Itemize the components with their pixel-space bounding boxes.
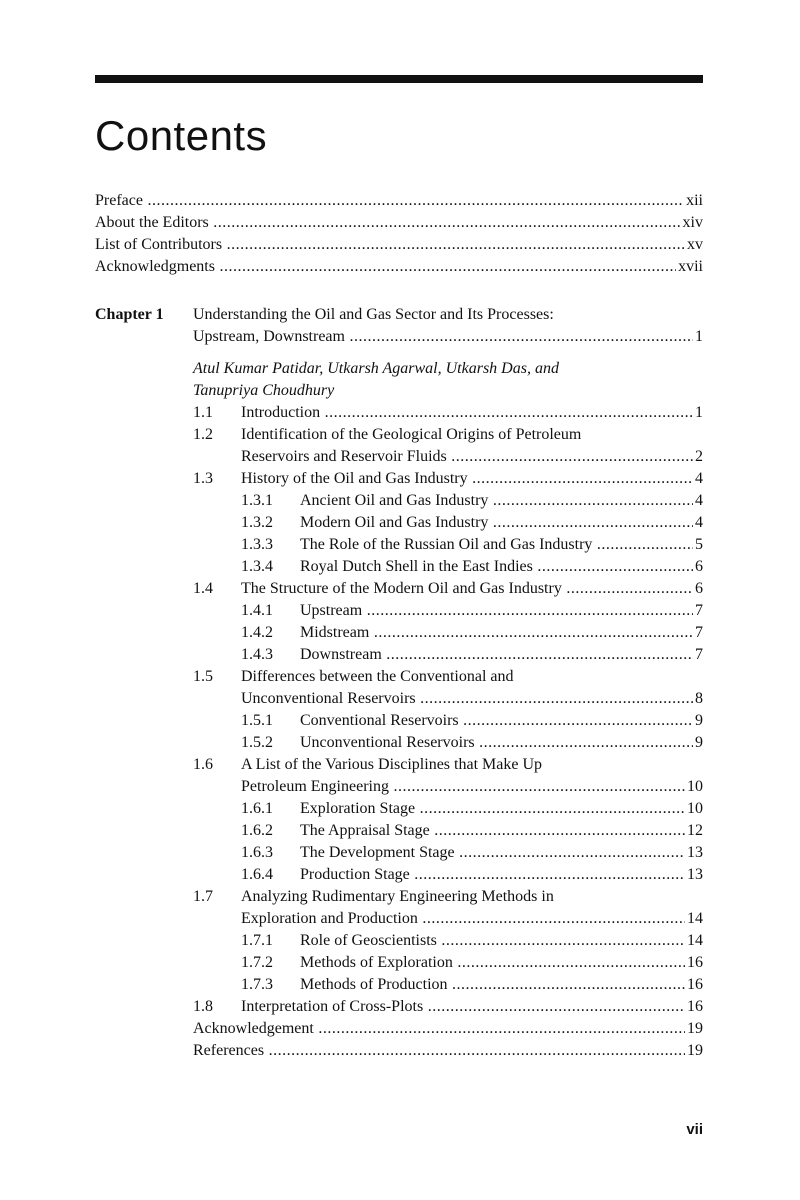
toc-entry-preface[interactable] (95, 190, 703, 212)
toc-entry-title: Petroleum Engineering ..... (241, 776, 685, 798)
toc-entry-title: 1.3.1 Ancient Oil and Gas Industry ..... (241, 490, 693, 512)
chapter-label: Chapter 1 (95, 306, 164, 323)
toc-entry-page: 14 (687, 910, 703, 927)
toc-entry-title: 1.4.1 Upstream ..... (241, 600, 693, 622)
toc-entry-page: 7 (695, 602, 703, 619)
toc-entry-title: Upstream, Downstream ..... (193, 326, 693, 348)
toc-section-1-1[interactable] (193, 402, 703, 424)
authors-line: Tanupriya Choudhury (193, 382, 335, 399)
toc-entry-page: 16 (687, 976, 703, 993)
toc-entry-page: 7 (695, 624, 703, 641)
toc-entry-title: 1.5.1 Conventional Reservoirs ..... (241, 710, 693, 732)
toc-entry-title: 1.6.1 Exploration Stage ..... (241, 798, 685, 820)
chapter-body (193, 304, 703, 1062)
toc-entry-title: 1.4 The Structure of the Modern Oil and Gas Industry ..... (193, 578, 693, 600)
page-title: Contents (95, 112, 268, 159)
toc-entry-page: 10 (687, 778, 703, 795)
toc-entry-title: 1.4.3 Downstream ..... (241, 644, 693, 666)
chapter-title-entry[interactable] (193, 326, 703, 348)
toc-entry-page: 8 (695, 690, 703, 707)
toc-entry-title: Reservoirs and Reservoir Fluids ..... (241, 446, 693, 468)
chapter-authors (193, 358, 703, 402)
toc-section-1-2-line: 1.2 Identification of the Geological Origins of Petroleum (193, 426, 582, 443)
toc-entry-page: 16 (687, 954, 703, 971)
toc-entry-page: 13 (687, 866, 703, 883)
toc-entry-page: xii (686, 192, 703, 209)
toc-entry-page: xv (687, 236, 703, 253)
toc-entry-title: 1.7.2 Methods of Exploration ..... (241, 952, 685, 974)
toc-entry-title: 1.8 Interpretation of Cross-Plots ..... (193, 996, 685, 1018)
toc-subsection-1-4-1[interactable] (193, 600, 703, 622)
toc-entry-title: Acknowledgement ..... (193, 1018, 685, 1040)
toc-entry-page: 2 (695, 448, 703, 465)
toc-section-1-6[interactable] (193, 776, 703, 798)
table-of-contents (95, 190, 703, 1062)
toc-entry-title: 1.6.2 The Appraisal Stage ..... (241, 820, 685, 842)
toc-section-1-8[interactable] (193, 996, 703, 1018)
toc-entry-title: 1.3.4 Royal Dutch Shell in the East Indies ..... (241, 556, 693, 578)
toc-entry-title: 1.4.2 Midstream ..... (241, 622, 693, 644)
toc-subsection-1-6-1[interactable] (193, 798, 703, 820)
toc-entry-title: 1.3 History of the Oil and Gas Industry ..... (193, 468, 693, 490)
toc-subsection-1-6-3[interactable] (193, 842, 703, 864)
toc-entry-page: 6 (695, 558, 703, 575)
toc-subsection-1-5-2[interactable] (193, 732, 703, 754)
toc-entry-about-editors[interactable] (95, 212, 703, 234)
toc-section-1-5-line: 1.5 Differences between the Conventional and (193, 668, 514, 685)
toc-entry-page: 1 (695, 328, 703, 345)
toc-entry-page: 6 (695, 580, 703, 597)
toc-entry-page: 12 (687, 822, 703, 839)
toc-section-1-2[interactable] (193, 446, 703, 468)
toc-entry-page: 4 (695, 492, 703, 509)
authors-line: Atul Kumar Patidar, Utkarsh Agarwal, Utkarsh Das, and (193, 360, 559, 377)
toc-entry-page: 1 (695, 404, 703, 421)
toc-section-1-4[interactable] (193, 578, 703, 600)
toc-entry-acknowledgments[interactable] (95, 256, 703, 278)
toc-entry-page: 19 (687, 1042, 703, 1059)
toc-entry-references[interactable] (193, 1040, 703, 1062)
toc-entry-acknowledgement[interactable] (193, 1018, 703, 1040)
toc-entry-page: 9 (695, 712, 703, 729)
toc-entry-title: About the Editors ..... (95, 212, 681, 234)
top-rule (95, 75, 703, 83)
toc-subsection-1-7-2[interactable] (193, 952, 703, 974)
toc-entry-page: 4 (695, 470, 703, 487)
toc-subsection-1-7-3[interactable] (193, 974, 703, 996)
toc-subsection-1-4-2[interactable] (193, 622, 703, 644)
toc-subsection-1-3-3[interactable] (193, 534, 703, 556)
toc-entry-title: 1.6.3 The Development Stage ..... (241, 842, 685, 864)
toc-entry-title: 1.7.3 Methods of Production ..... (241, 974, 685, 996)
toc-subsection-1-3-2[interactable] (193, 512, 703, 534)
toc-subsection-1-4-3[interactable] (193, 644, 703, 666)
toc-entry-title: Exploration and Production ..... (241, 908, 685, 930)
toc-entry-title: Acknowledgments ..... (95, 256, 676, 278)
toc-entry-title: 1.3.3 The Role of the Russian Oil and Gas Industry ..... (241, 534, 693, 556)
toc-entry-page: xvii (678, 258, 703, 275)
chapter-1 (95, 304, 703, 1062)
toc-subsection-1-7-1[interactable] (193, 930, 703, 952)
toc-entry-page: 7 (695, 646, 703, 663)
toc-entry-title: 1.3.2 Modern Oil and Gas Industry ..... (241, 512, 693, 534)
toc-section-1-6-line: 1.6 A List of the Various Disciplines that Make Up (193, 756, 542, 773)
toc-subsection-1-5-1[interactable] (193, 710, 703, 732)
toc-entry-page: 5 (695, 536, 703, 553)
toc-entry-page: 14 (687, 932, 703, 949)
toc-section-1-5[interactable] (193, 688, 703, 710)
toc-entry-title: 1.1 Introduction ..... (193, 402, 693, 424)
toc-entry-page: xiv (682, 214, 703, 231)
toc-entry-contributors[interactable] (95, 234, 703, 256)
toc-subsection-1-6-4[interactable] (193, 864, 703, 886)
chapter-title-line: Understanding the Oil and Gas Sector and Its Processes: (193, 306, 554, 323)
page-number: vii (686, 1121, 703, 1138)
toc-entry-title: List of Contributors ..... (95, 234, 685, 256)
toc-entry-page: 9 (695, 734, 703, 751)
toc-entry-title: 1.7.1 Role of Geoscientists ..... (241, 930, 685, 952)
toc-section-1-7-line: 1.7 Analyzing Rudimentary Engineering Methods in (193, 888, 554, 905)
toc-entry-title: 1.5.2 Unconventional Reservoirs ..... (241, 732, 693, 754)
toc-entry-page: 4 (695, 514, 703, 531)
toc-entry-title: 1.6.4 Production Stage ..... (241, 864, 685, 886)
toc-section-1-3[interactable] (193, 468, 703, 490)
toc-entry-page: 16 (687, 998, 703, 1015)
toc-entry-page: 19 (687, 1020, 703, 1037)
toc-entry-title: Preface ..... (95, 190, 684, 212)
toc-entry-title: References ..... (193, 1040, 685, 1062)
toc-subsection-1-3-4[interactable] (193, 556, 703, 578)
toc-subsection-1-6-2[interactable] (193, 820, 703, 842)
toc-entry-page: 13 (687, 844, 703, 861)
toc-entry-page: 10 (687, 800, 703, 817)
toc-entry-title: Unconventional Reservoirs ..... (241, 688, 693, 710)
toc-subsection-1-3-1[interactable] (193, 490, 703, 512)
toc-section-1-7[interactable] (193, 908, 703, 930)
